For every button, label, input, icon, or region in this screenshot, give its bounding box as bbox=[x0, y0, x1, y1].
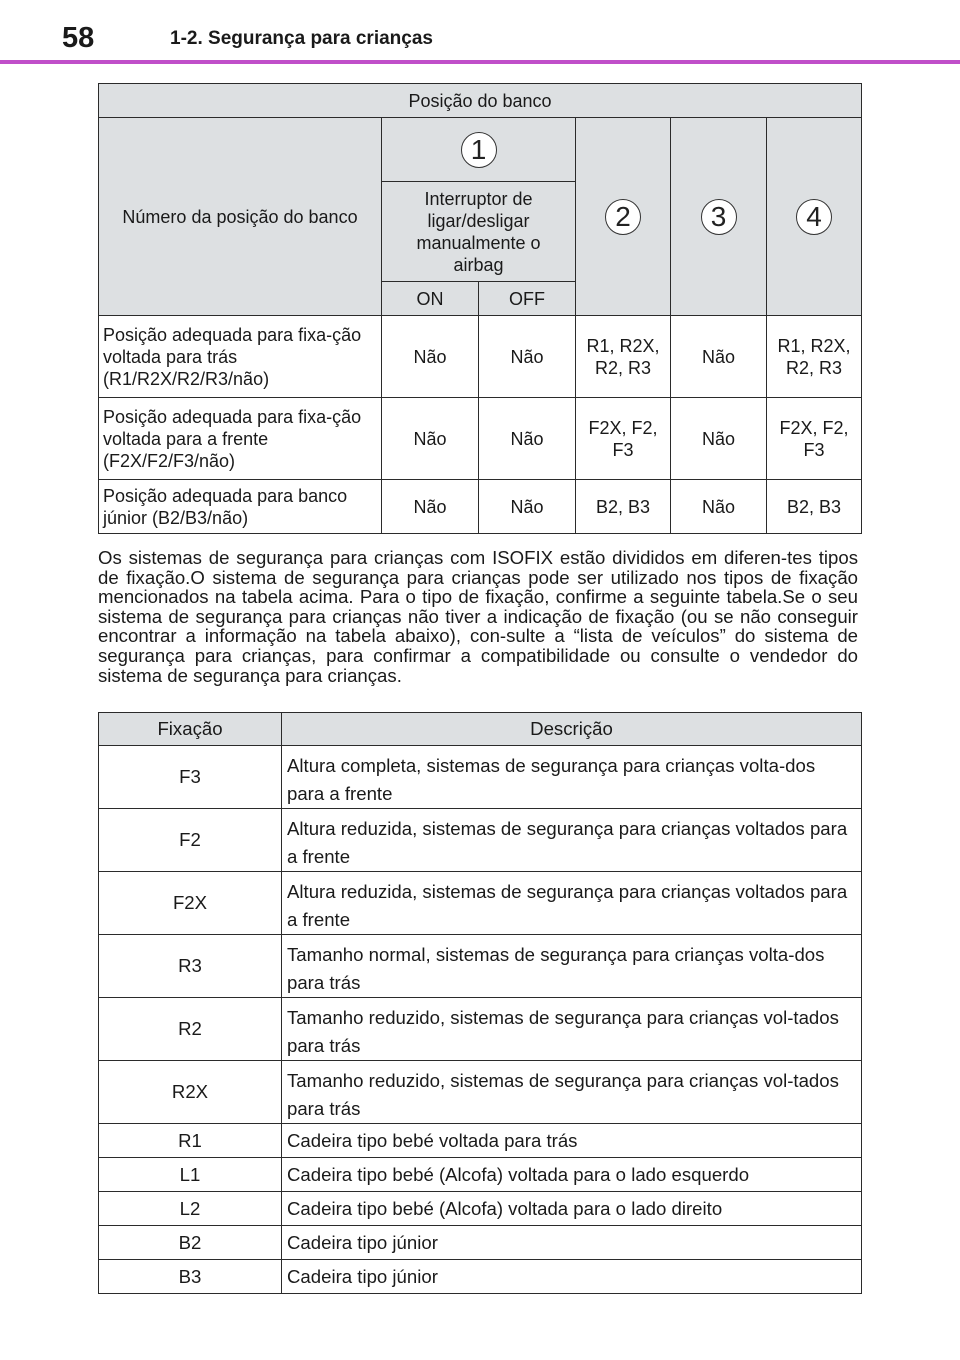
fixation-table bbox=[98, 712, 862, 1294]
fixation-description: Cadeira tipo bebé (Alcofa) voltada para o lado esquerdo bbox=[282, 1158, 862, 1192]
cell-position-3: Não bbox=[671, 398, 767, 480]
fixation-code: F2 bbox=[99, 809, 282, 872]
table-row bbox=[99, 316, 862, 398]
position-4-circle: 4 bbox=[796, 199, 832, 235]
fixation-code: R2 bbox=[99, 998, 282, 1061]
table-row bbox=[99, 398, 862, 480]
seat-position-table bbox=[98, 83, 862, 534]
fixation-code: R1 bbox=[99, 1124, 282, 1158]
fixation-description: Altura completa, sistemas de segurança para crianças volta-dos para a frente bbox=[282, 746, 862, 809]
off-header: OFF bbox=[479, 282, 576, 316]
fixation-description: Tamanho normal, sistemas de segurança para crianças volta-dos para trás bbox=[282, 935, 862, 998]
fixation-description: Tamanho reduzido, sistemas de segurança para crianças vol-tados para trás bbox=[282, 1061, 862, 1124]
fixation-description: Altura reduzida, sistemas de segurança para crianças voltados para a frente bbox=[282, 809, 862, 872]
section-title: 1-2. Segurança para crianças bbox=[170, 28, 433, 49]
fixation-code: R2X bbox=[99, 1061, 282, 1124]
fixation-description: Cadeira tipo júnior bbox=[282, 1260, 862, 1294]
cell-off: Não bbox=[479, 480, 576, 534]
fixation-code: F2X bbox=[99, 872, 282, 935]
position-3-header bbox=[671, 118, 767, 316]
table-row bbox=[99, 1124, 862, 1158]
cell-off: Não bbox=[479, 316, 576, 398]
row-label: Posição adequada para banco júnior (B2/B3/não) bbox=[99, 480, 382, 534]
page-number: 58 bbox=[62, 22, 95, 54]
fixation-code: F3 bbox=[99, 746, 282, 809]
table-row bbox=[99, 480, 862, 534]
fixation-description: Cadeira tipo bebé voltada para trás bbox=[282, 1124, 862, 1158]
table-row bbox=[99, 935, 862, 998]
fixation-code: B2 bbox=[99, 1226, 282, 1260]
cell-on: Não bbox=[382, 398, 479, 480]
fixation-code: L2 bbox=[99, 1192, 282, 1226]
row-label: Posição adequada para fixa-ção voltada para a frente (F2X/F2/F3/não) bbox=[99, 398, 382, 480]
fixation-description: Cadeira tipo bebé (Alcofa) voltada para o lado direito bbox=[282, 1192, 862, 1226]
position-1-header bbox=[382, 118, 576, 182]
cell-position-2: R1, R2X, R2, R3 bbox=[576, 316, 671, 398]
table-row bbox=[99, 809, 862, 872]
cell-position-3: Não bbox=[671, 316, 767, 398]
position-3-circle: 3 bbox=[701, 199, 737, 235]
cell-position-4: B2, B3 bbox=[767, 480, 862, 534]
cell-position-4: F2X, F2, F3 bbox=[767, 398, 862, 480]
cell-on: Não bbox=[382, 316, 479, 398]
table-row bbox=[99, 1158, 862, 1192]
description-column-header: Descrição bbox=[282, 713, 862, 746]
cell-position-4: R1, R2X, R2, R3 bbox=[767, 316, 862, 398]
fixation-description: Cadeira tipo júnior bbox=[282, 1226, 862, 1260]
cell-on: Não bbox=[382, 480, 479, 534]
cell-off: Não bbox=[479, 398, 576, 480]
seat-table-title: Posição do banco bbox=[99, 84, 862, 118]
fixation-code: L1 bbox=[99, 1158, 282, 1192]
fixation-code: R3 bbox=[99, 935, 282, 998]
table-row bbox=[99, 1226, 862, 1260]
fixation-description: Altura reduzida, sistemas de segurança para crianças voltados para a frente bbox=[282, 872, 862, 935]
row-label: Posição adequada para fixa-ção voltada para trás (R1/R2X/R2/R3/não) bbox=[99, 316, 382, 398]
table-row bbox=[99, 1192, 862, 1226]
position-2-header bbox=[576, 118, 671, 316]
position-1-circle: 1 bbox=[461, 132, 497, 168]
fixation-description: Tamanho reduzido, sistemas de segurança para crianças vol-tados para trás bbox=[282, 998, 862, 1061]
position-4-header bbox=[767, 118, 862, 316]
table-row bbox=[99, 1260, 862, 1294]
seat-number-header: Número da posição do banco bbox=[99, 118, 382, 316]
cell-position-2: F2X, F2, F3 bbox=[576, 398, 671, 480]
cell-position-3: Não bbox=[671, 480, 767, 534]
cell-position-2: B2, B3 bbox=[576, 480, 671, 534]
body-paragraph: Os sistemas de segurança para crianças com ISOFIX estão divididos em diferen-tes tipos de fixação.O sistema de segurança para crianças pode ser utilizado nos tipos de fixação mencionados na tabela acima. Para o tipo de fixação, confirme a seguinte tabela.Se o seu sistema de segurança para crianças não tiver a indicação de fixação (ou se não conseguir encontrar a informação na tabela abaixo), con-sulte a “lista de veículos” do sistema de segurança para crianças, para confirmar a compatibilidade ou consulte o vendedor do sistema de segurança para crianças. bbox=[98, 547, 858, 686]
table-row bbox=[99, 1061, 862, 1124]
fixation-column-header: Fixação bbox=[99, 713, 282, 746]
table-row bbox=[99, 746, 862, 809]
table-row bbox=[99, 998, 862, 1061]
fixation-code: B3 bbox=[99, 1260, 282, 1294]
header-divider bbox=[0, 60, 960, 64]
airbag-switch-header: Interruptor de ligar/desligar manualmente o airbag bbox=[382, 182, 576, 282]
table-row bbox=[99, 872, 862, 935]
page-header bbox=[0, 0, 960, 62]
position-2-circle: 2 bbox=[605, 199, 641, 235]
on-header: ON bbox=[382, 282, 479, 316]
